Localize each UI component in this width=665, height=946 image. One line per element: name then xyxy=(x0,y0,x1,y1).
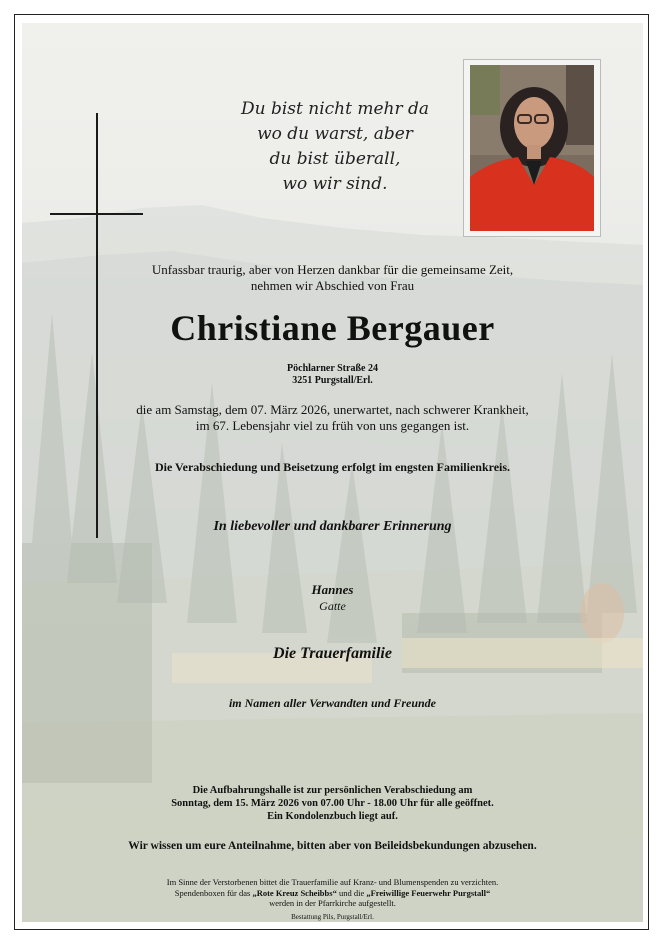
donation-org-fire-brigade: „Freiwillige Feuerwehr Purgstall“ xyxy=(366,887,491,898)
poem-line: wo du warst, aber xyxy=(257,124,413,144)
donation-line: Im Sinne der Verstorbenen bittet die Trauerfamilie auf Kranz- und Blumenspenden zu verzichten. xyxy=(166,877,499,887)
intro-line: nehmen wir Abschied von Frau xyxy=(250,278,415,293)
portrait-illustration xyxy=(470,65,594,231)
mourner-name: Hannes xyxy=(311,582,354,597)
donation-text: und die xyxy=(336,887,367,898)
poem-line: du bist überall, xyxy=(269,149,401,169)
cross-horizontal-bar xyxy=(50,213,143,215)
poem-line: wo wir sind. xyxy=(282,174,388,194)
poem xyxy=(220,97,450,197)
portrait-photo xyxy=(470,65,594,231)
donation-info xyxy=(22,877,643,909)
donation-org-red-cross: „Rote Kreuz Scheibbs“ xyxy=(252,887,337,898)
donation-text: Spendenboxen für das xyxy=(174,887,253,898)
hall-line: Ein Kondolenzbuch liegt auf. xyxy=(267,811,398,822)
mourner-relation: Gatte xyxy=(319,599,346,613)
death-notice-line: im 67. Lebensjahr viel zu früh von uns gegangen ist. xyxy=(195,418,470,433)
death-notice-line: die am Samstag, dem 07. März 2026, unerwartet, nach schwerer Krankheit, xyxy=(136,402,529,417)
address-street: Pöchlarner Straße 24 xyxy=(287,363,378,374)
intro-text xyxy=(22,262,643,294)
viewing-hall-info xyxy=(22,784,643,823)
hall-line: Sonntag, dem 15. März 2026 von 07.00 Uhr - 18.00 Uhr für alle geöffnet. xyxy=(171,798,494,809)
family-signature: Die Trauerfamilie xyxy=(273,645,392,662)
donation-line xyxy=(22,888,643,899)
undertaker-credit: Bestattung Pils, Purgstall/Erl. xyxy=(291,913,374,921)
deceased-name: Christiane Bergauer xyxy=(170,308,495,348)
condolence-request: Wir wissen um eure Anteilnahme, bitten aber von Beileidsbekundungen abzusehen. xyxy=(128,840,537,852)
donation-line: werden in der Pfarrkirche aufgestellt. xyxy=(269,898,396,908)
address-city: 3251 Purgstall/Erl. xyxy=(292,375,373,386)
relatives-line: im Namen aller Verwandten und Freunde xyxy=(228,696,437,710)
intro-line: Unfassbar traurig, aber von Herzen dankbar für die gemeinsame Zeit, xyxy=(151,262,514,277)
death-notice xyxy=(22,402,643,434)
hall-line: Die Aufbahrungshalle ist zur persönlichen Verabschiedung am xyxy=(192,785,473,796)
portrait-frame xyxy=(463,59,601,237)
memory-line: In liebevoller und dankbarer Erinnerung xyxy=(213,519,452,534)
funeral-info: Die Verabschiedung und Beisetzung erfolgt im engsten Familienkreis. xyxy=(154,460,511,474)
poem-line: Du bist nicht mehr da xyxy=(240,99,430,119)
deceased-address xyxy=(22,363,643,387)
